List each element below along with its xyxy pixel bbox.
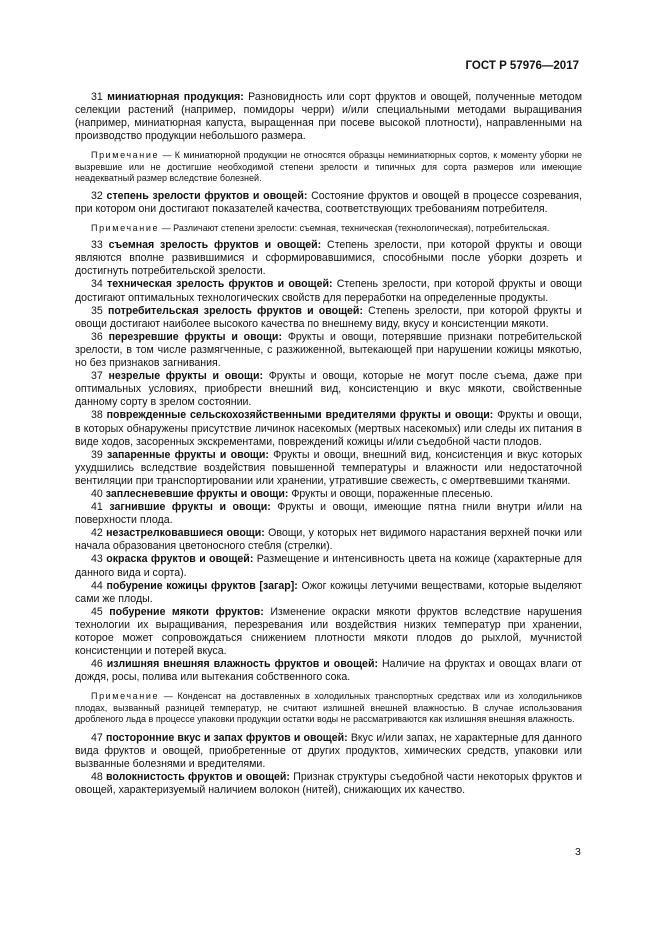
entry-term: незастрелковавшиеся овощи: bbox=[106, 527, 265, 540]
entry-number: 44 bbox=[91, 579, 103, 592]
entry-term: заплесневевшие фрукты и овощи: bbox=[105, 487, 289, 500]
note-32 bbox=[75, 223, 582, 234]
entry-number: 43 bbox=[91, 553, 103, 566]
term-entry-41 bbox=[75, 501, 582, 527]
term-entry-45 bbox=[75, 606, 582, 658]
entry-definition: Изменение окраски мякоти фруктов вследствие нарушения технологии их выращивания, перезревания или воздействия низких температур при хранении, которое может сопровождаться снижением плотности мякоти плодов до рыхлой, мучнистой консистенции и потерей вкуса. bbox=[75, 605, 582, 658]
entry-term: излишняя внешняя влажность фруктов и овощей: bbox=[106, 658, 378, 671]
term-entry-39 bbox=[75, 449, 582, 488]
entry-definition: Признак структуры съедобной части некоторых фруктов и овощей, характеризуемый наличием волокон (нитей), снижающих их качество. bbox=[75, 770, 582, 796]
entry-number: 39 bbox=[91, 448, 103, 461]
entry-term: запаренные фрукты и овощи: bbox=[107, 448, 269, 461]
entry-definition: Фрукты и овощи, внешний вид, консистенция и вкус которых ухудшились вследствие воздействия повышенной температуры и влажности или недостаточной вентиляции при транспортировании или хранении, утратившие свежесть, с омертвевшими тканями. bbox=[75, 448, 582, 487]
entry-number: 35 bbox=[91, 304, 103, 317]
entry-definition: Фрукты и овощи, имеющие пятна гнили внутри и/или на поверхности плода. bbox=[75, 501, 582, 527]
entry-number: 38 bbox=[91, 409, 103, 422]
page-number: 3 bbox=[575, 846, 581, 858]
entry-definition: Размещение и интенсивность цвета на кожице (характерные для данного вида и сорта). bbox=[75, 553, 582, 579]
entry-definition: Ожог кожицы летучими веществами, которые выделяют сами же плоды. bbox=[75, 579, 582, 605]
entry-term: потребительская зрелость фруктов и овощей: bbox=[107, 304, 363, 317]
entry-number: 42 bbox=[91, 527, 103, 540]
entry-number: 40 bbox=[91, 487, 103, 500]
term-entry-40 bbox=[75, 488, 582, 501]
term-entry-48 bbox=[75, 771, 582, 797]
entry-definition: Степень зрелости, при которой фрукты и овощи являются вполне развившимися и сформировавшимися, способными после уборки дозреть и достигнуть потребительской зрелости. bbox=[75, 239, 582, 278]
entry-definition: Наличие на фруктах и овощах влаги от дождя, росы, полива или вытекания собственного сока. bbox=[75, 658, 582, 684]
term-entry-43 bbox=[75, 553, 582, 579]
note-label: Примечание bbox=[91, 150, 160, 161]
entry-definition: Степень зрелости, при которой фрукты и овощи достигают оптимальных технологических свойств для переработки на определенные продукты. bbox=[75, 278, 582, 304]
note-31 bbox=[75, 150, 582, 184]
entry-number: 32 bbox=[91, 189, 103, 202]
entry-number: 41 bbox=[91, 501, 103, 514]
term-entry-31 bbox=[75, 91, 582, 143]
entry-definition: Вкус и/или запах, не характерные для данного вида фруктов и овощей, приобретенные от других продуктов, химических средств, упаковки или вызванные болезнями и вредителями. bbox=[75, 731, 582, 770]
term-entry-47 bbox=[75, 732, 582, 771]
note-dash: — bbox=[163, 691, 173, 702]
entry-term: загнившие фрукты и овощи: bbox=[109, 501, 271, 514]
term-entry-32 bbox=[75, 190, 582, 216]
entry-term: посторонние вкус и запах фруктов и овощей: bbox=[105, 731, 348, 744]
entry-number: 34 bbox=[91, 278, 103, 291]
entry-definition: Овощи, у которых нет видимого нарастания верхней почки или начала образования цветоносного стебля (стрелки). bbox=[75, 527, 582, 553]
term-entry-38 bbox=[75, 409, 582, 448]
entry-term: миниатюрная продукция: bbox=[107, 91, 244, 103]
entry-definition: Степень зрелости, при которой фрукты и овощи достигают наиболее высокого качества по внешнему виду, вкусу и консистенции мякоти. bbox=[75, 304, 582, 330]
entry-definition: Фрукты и овощи, потерявшие признаки потребительской зрелости, в том числе размягченные, с разжиженной, вытекающей при нарушении кожицы мякотью, но без признаков загнивания. bbox=[75, 330, 582, 370]
standard-header: ГОСТ Р 57976—2017 bbox=[465, 60, 579, 72]
entry-number: 33 bbox=[91, 239, 103, 252]
entry-term: перезревшие фрукты и овощи: bbox=[108, 330, 282, 343]
term-entry-44 bbox=[75, 580, 582, 606]
term-entry-37 bbox=[75, 370, 582, 409]
note-text: Конденсат на доставленных в холодильных транспортных средствах или из холодильников плодах, вызванный разницей температур, не считают излишней внешней влажностью. В случае использования дробленого льда в процессе упаковки продукции остатки воды не рассматриваются как излишняя внешняя влажность. bbox=[75, 691, 582, 725]
entry-term: съемная зрелость фруктов и овощей: bbox=[108, 239, 322, 252]
term-entry-34 bbox=[75, 278, 582, 304]
note-46 bbox=[75, 691, 582, 725]
entry-term: степень зрелости фруктов и овощей: bbox=[106, 189, 308, 202]
entry-term: техническая зрелость фруктов и овощей: bbox=[107, 278, 333, 291]
entry-number: 31 bbox=[91, 91, 103, 103]
entry-term: волокнистость фруктов и овощей: bbox=[106, 770, 290, 783]
term-entry-42 bbox=[75, 527, 582, 553]
term-entry-33 bbox=[75, 239, 582, 278]
entry-term: незрелые фрукты и овощи: bbox=[108, 370, 264, 383]
entry-number: 37 bbox=[91, 370, 103, 383]
entry-term: побурение кожицы фруктов [загар]: bbox=[106, 579, 298, 592]
note-dash: — bbox=[161, 222, 171, 233]
entry-number: 45 bbox=[91, 605, 103, 618]
note-dash: — bbox=[162, 150, 172, 161]
note-label: Примечание bbox=[91, 222, 160, 233]
entry-number: 36 bbox=[91, 330, 103, 343]
entry-definition: Фрукты и овощи, в которых обнаружены присутствие личинок насекомых (мертвых насекомых) или следы их питания в виде ходов, засоренных экскрементами, повреждений кожицы и/или съедобной части плодов. bbox=[75, 409, 582, 448]
term-entry-36 bbox=[75, 331, 582, 370]
entry-definition: Фрукты и овощи, пораженные плесенью. bbox=[291, 487, 494, 500]
entry-term: поврежденные сельскохозяйственными вредителями фрукты и овощи: bbox=[106, 409, 494, 422]
entry-term: побурение мякоти фруктов: bbox=[109, 605, 264, 618]
entry-number: 46 bbox=[91, 658, 103, 671]
term-entry-46 bbox=[75, 658, 582, 684]
document-body bbox=[75, 91, 582, 797]
entry-number: 48 bbox=[91, 770, 103, 783]
entry-definition: Состояние фруктов и овощей в процессе созревания, при котором они достигают показателей качества, соответствующих требованиям потребителя. bbox=[75, 189, 582, 215]
entry-term: окраска фруктов и овощей: bbox=[106, 553, 254, 566]
entry-definition: Разновидность или сорт фруктов и овощей, полученные методом селекции растений (например, помидоры черри) и/или специальными методами выращивания (например, миниатюрная капуста, выращенная при посеве высокой плотности), направленными на производство продукции небольшого размера. bbox=[75, 91, 582, 143]
note-text: К миниатюрной продукции не относятся образцы неминиатюрных сортов, к моменту уборки не вызревшие или не достигшие необходимой степени зрелости и типичных для сорта размеров или имеющие неадекватный размер вследствие болезней. bbox=[75, 150, 582, 184]
note-label: Примечание bbox=[91, 691, 160, 702]
entry-number: 47 bbox=[91, 731, 103, 744]
entry-definition: Фрукты и овощи, которые не могут после съема, даже при оптимальных условиях, приобрести внешний вид, консистенцию и вкус мякоти, свойственные данному сорту в зрелом состоянии. bbox=[75, 370, 582, 409]
note-text: Различают степени зрелости: съемная, техническая (технологическая), потребительская. bbox=[173, 222, 550, 233]
term-entry-35 bbox=[75, 305, 582, 331]
